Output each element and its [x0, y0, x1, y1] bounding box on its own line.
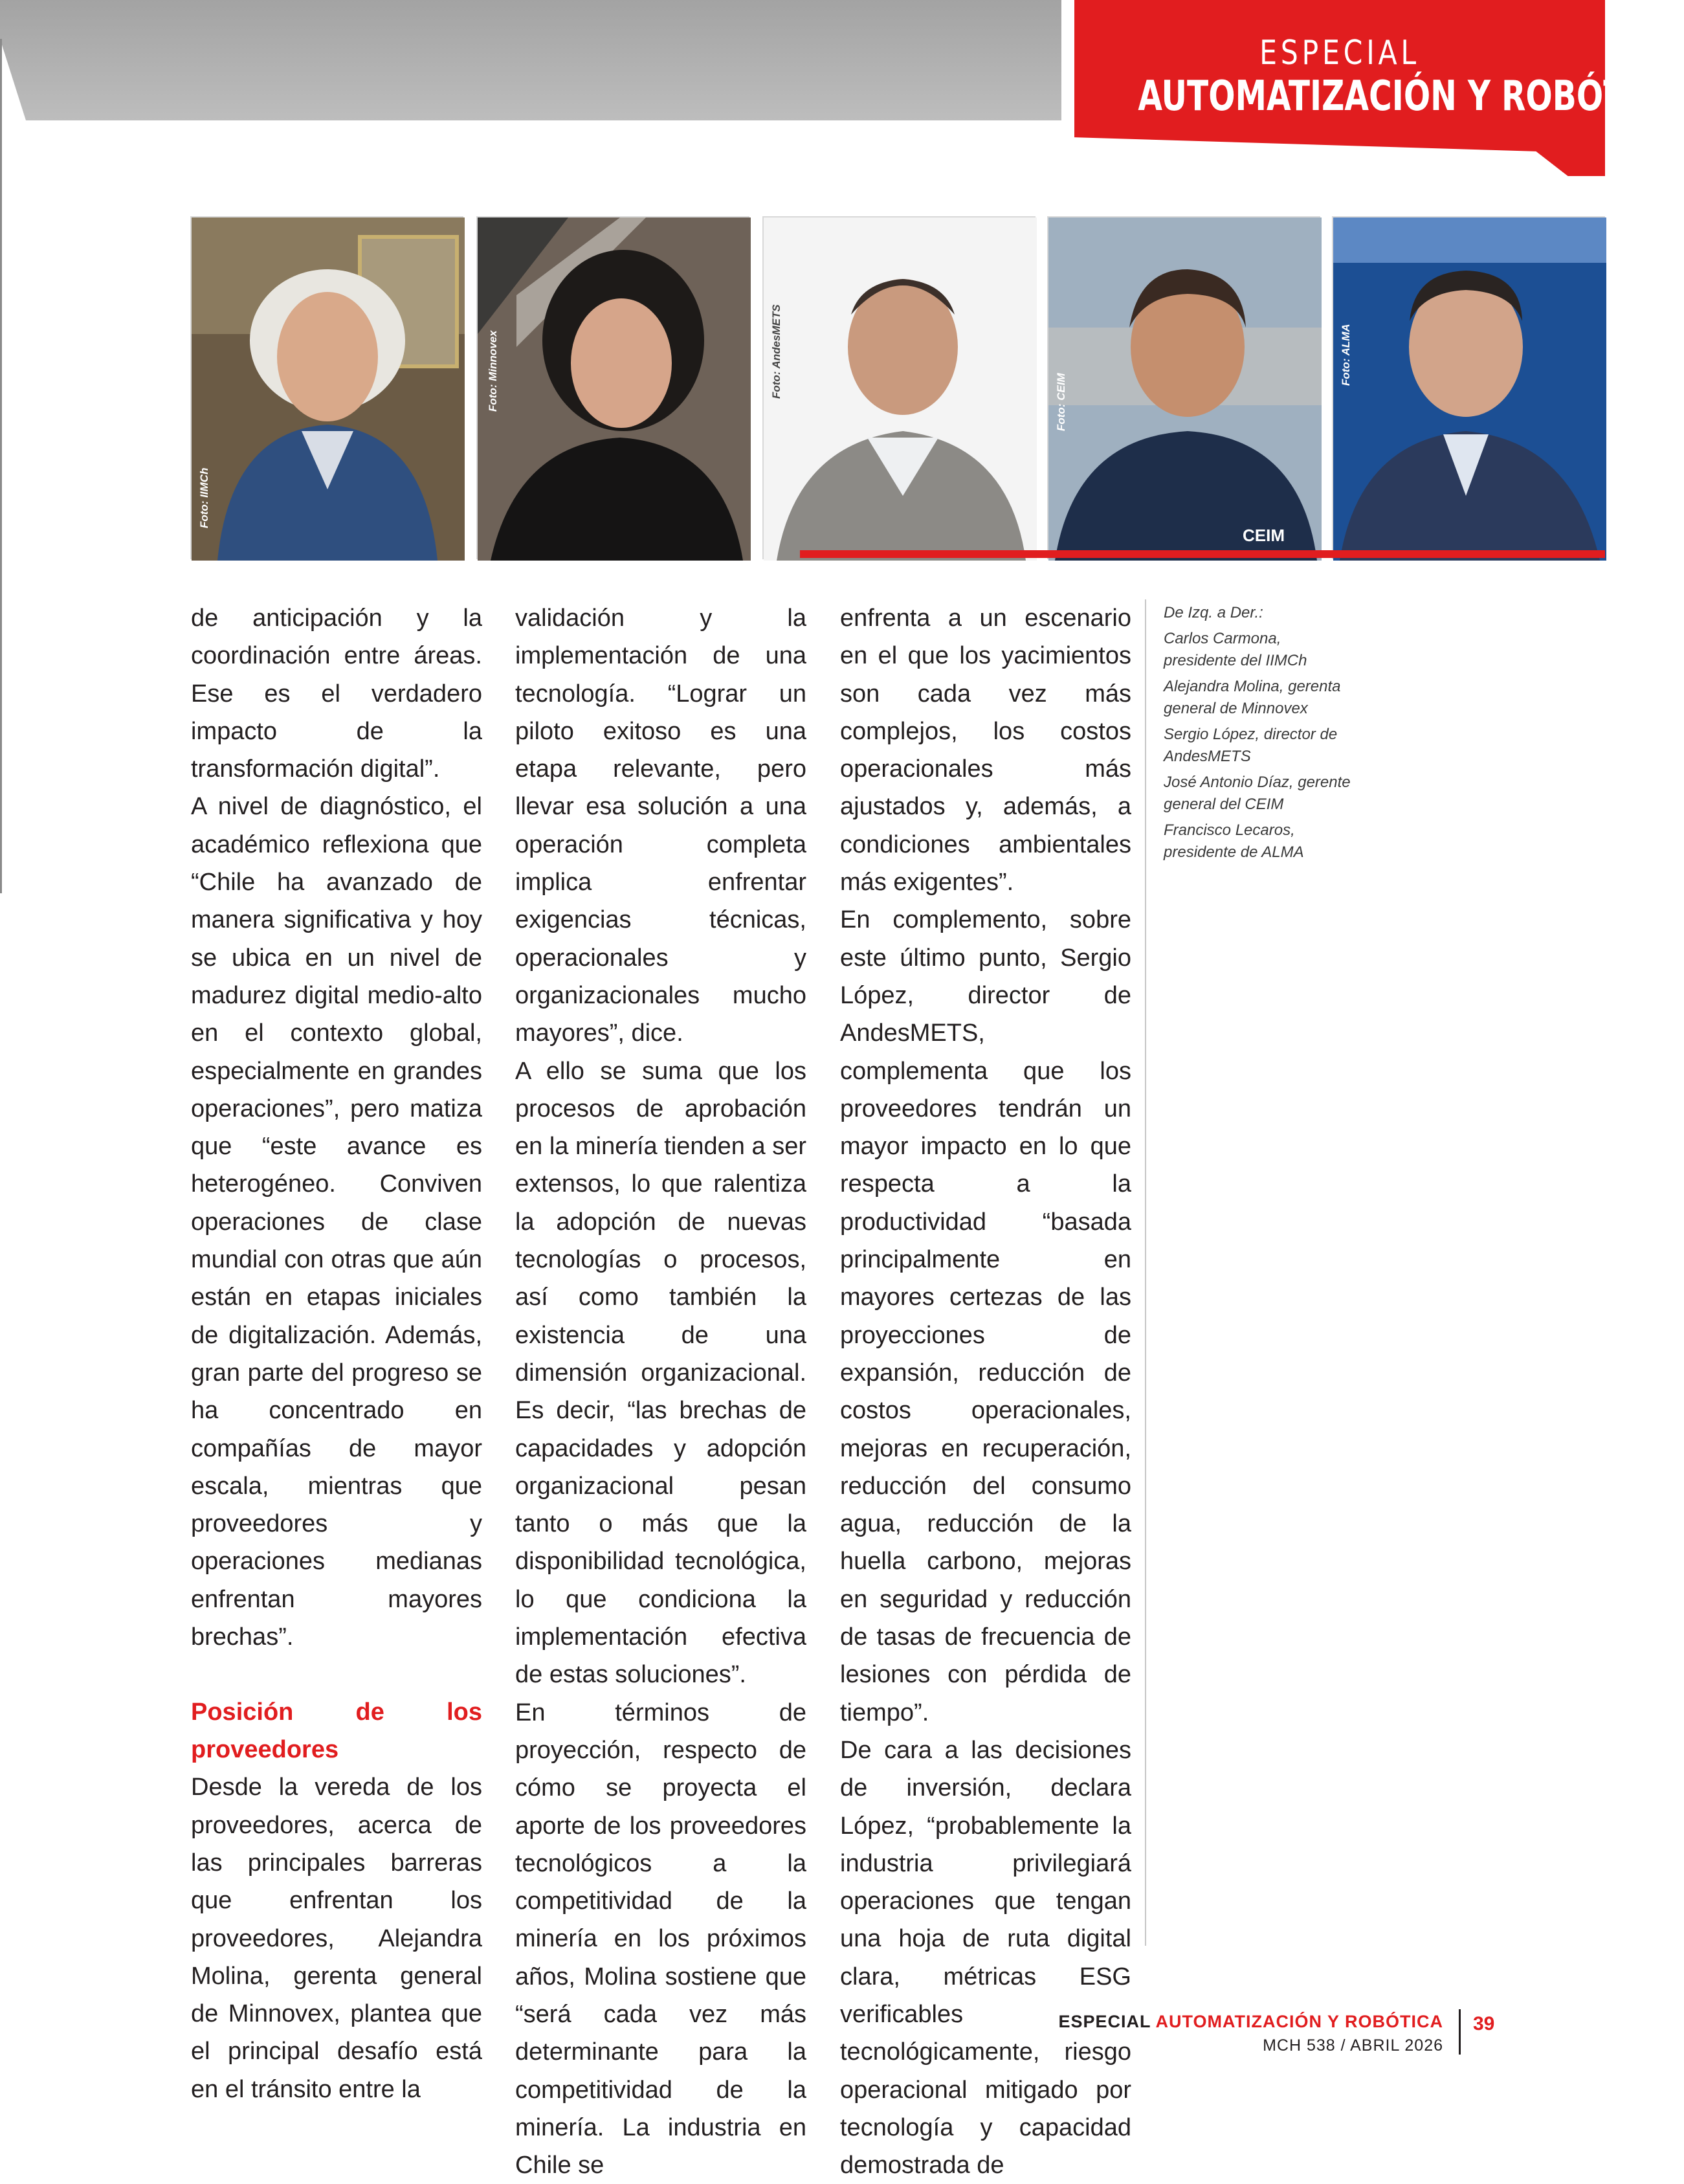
footer-section — [841, 2012, 1443, 2032]
photo-caption — [1164, 602, 1351, 867]
caption-line: Carlos Carmona, presidente del IIMCh — [1164, 630, 1307, 669]
footer-section-label: ESPECIAL — [1058, 2012, 1151, 2031]
photo-carlos-carmona — [190, 216, 463, 559]
photo-francisco-lecaros — [1332, 216, 1605, 559]
photo-credit: Foto: Minnovex — [487, 330, 499, 412]
caption-line: Alejandra Molina, gerenta general de Minnovex — [1164, 678, 1341, 717]
paragraph: de anticipación y la coordinación entre áreas. Ese es el verdadero impacto de la transformación digital”. — [191, 605, 482, 783]
photo-jose-antonio-diaz — [1047, 216, 1320, 559]
red-accent-rule — [800, 550, 1605, 558]
footer-issue: MCH 538 / ABRIL 2026 — [1263, 2036, 1443, 2055]
subheading: Posición de los proveedores — [191, 1699, 482, 1764]
paragraph: En complemento, sobre este último punto, Sergio López, director de AndesMETS, complementa que los proveedores tendrán un mayor impacto en lo que respecta a la productividad “basada principalmente en mayores certezas de las proyecciones de expansión, reducción de costos operacionales, mejoras en recuperación, reducción del consumo agua, reducción de la huella carbono, mejoras en seguridad y reducción de tasas de frecuencia de lesiones con pérdida de tiempo”. — [840, 906, 1131, 1726]
portrait-3-graphic — [764, 217, 1037, 561]
left-margin-line — [0, 39, 2, 893]
caption-divider — [1145, 599, 1146, 1946]
paragraph: validación y la implementación de una tecnología. “Lograr un piloto exitoso es una etapa relevante, pero llevar esa solución a una operación completa implica enfrentar exigencias técnicas, operacionales y organizacionales mucho mayores”, dice. — [515, 605, 806, 1047]
portrait-1-graphic — [192, 217, 465, 561]
paragraph: A nivel de diagnóstico, el académico reflexiona que “Chile ha avanzado de manera significativa y hoy se ubica en un nivel de madurez digital medio-alto en el contexto global, especialmente en grandes operaciones”, pero matiza que “este avance es heterogéneo. Conviven operaciones de clase mundial con otras que aún están en etapas iniciales de digitalización. Además, gran parte del progreso se ha concentrado en compañías de mayor escala, mientras que proveedores y operaciones medianas enfrentan mayores brechas”. — [191, 793, 482, 1651]
caption-line: Sergio López, director de AndesMETS — [1164, 726, 1338, 765]
paragraph: enfrenta a un escenario en el que los yacimientos son cada vez más complejos, los costos operacionales más ajustados y, además, a condiciones ambientales más exigentes”. — [840, 605, 1131, 897]
article-column-2 — [515, 599, 806, 2184]
header-grey-band — [0, 0, 1061, 120]
photo-sergio-lopez — [762, 216, 1036, 559]
paragraph: A ello se suma que los procesos de aprobación en la minería tienden a ser extensos, lo que ralentiza la adopción de nuevas tecnologías o procesos, así como también la existencia de una dimensión organizacional. Es decir, “las brechas de capacidades y adopción organizacional pesan tanto o más que la disponibilidad tecnológica, lo que condiciona la implementación efectiva de estas soluciones”. — [515, 1057, 806, 1689]
paragraph: En términos de proyección, respecto de cómo se proyecta el aporte de los proveedores tecnológicos a la competitividad de la minería en los próximos años, Molina sostiene que “será cada vez más determinante para la competitividad de la minería. La industria en Chile se — [515, 1699, 806, 2179]
portrait-4-graphic — [1048, 217, 1322, 561]
caption-line: Francisco Lecaros, presidente de ALMA — [1164, 821, 1304, 861]
footer-section-title: AUTOMATIZACIÓN Y ROBÓTICA — [1155, 2012, 1443, 2031]
portrait-5-graphic — [1333, 217, 1606, 561]
footer-separator — [1459, 2009, 1461, 2055]
photo-credit: Foto: ALMA — [1340, 324, 1352, 386]
article-column-3 — [840, 599, 1131, 2184]
banner-title: AUTOMATIZACIÓN Y ROBÓTICA — [1138, 72, 1684, 120]
banner-kicker: ESPECIAL — [1259, 34, 1420, 72]
photo-credit: Foto: AndesMETS — [770, 304, 782, 399]
paragraph: De cara a las decisiones de inversión, declara López, “probablemente la industria privilegiará operaciones que tengan una hoja de ruta digital clara, métricas ESG verificables tecnológicamente, riesgo operacional mitigado por tecnología y capacidad demostrada de — [840, 1736, 1131, 2179]
article-column-1 — [191, 599, 482, 2108]
photo-credit: Foto: CEIM — [1055, 373, 1067, 431]
page-number: 39 — [1473, 2013, 1495, 2034]
portrait-2-graphic — [478, 217, 751, 561]
photo-alejandra-molina — [476, 216, 749, 559]
paragraph: Desde la vereda de los proveedores, acerca de las principales barreras que enfrentan los proveedores, Alejandra Molina, gerenta general de Minnovex, plantea que el principal desafío está en el tránsito entre la — [191, 1774, 482, 2103]
caption-line: José Antonio Díaz, gerente general del CEIM — [1164, 774, 1351, 813]
svg-text:CEIM: CEIM — [1243, 526, 1285, 545]
caption-intro: De Izq. a Der.: — [1164, 604, 1263, 621]
photo-credit: Foto: IIMCh — [198, 467, 210, 528]
